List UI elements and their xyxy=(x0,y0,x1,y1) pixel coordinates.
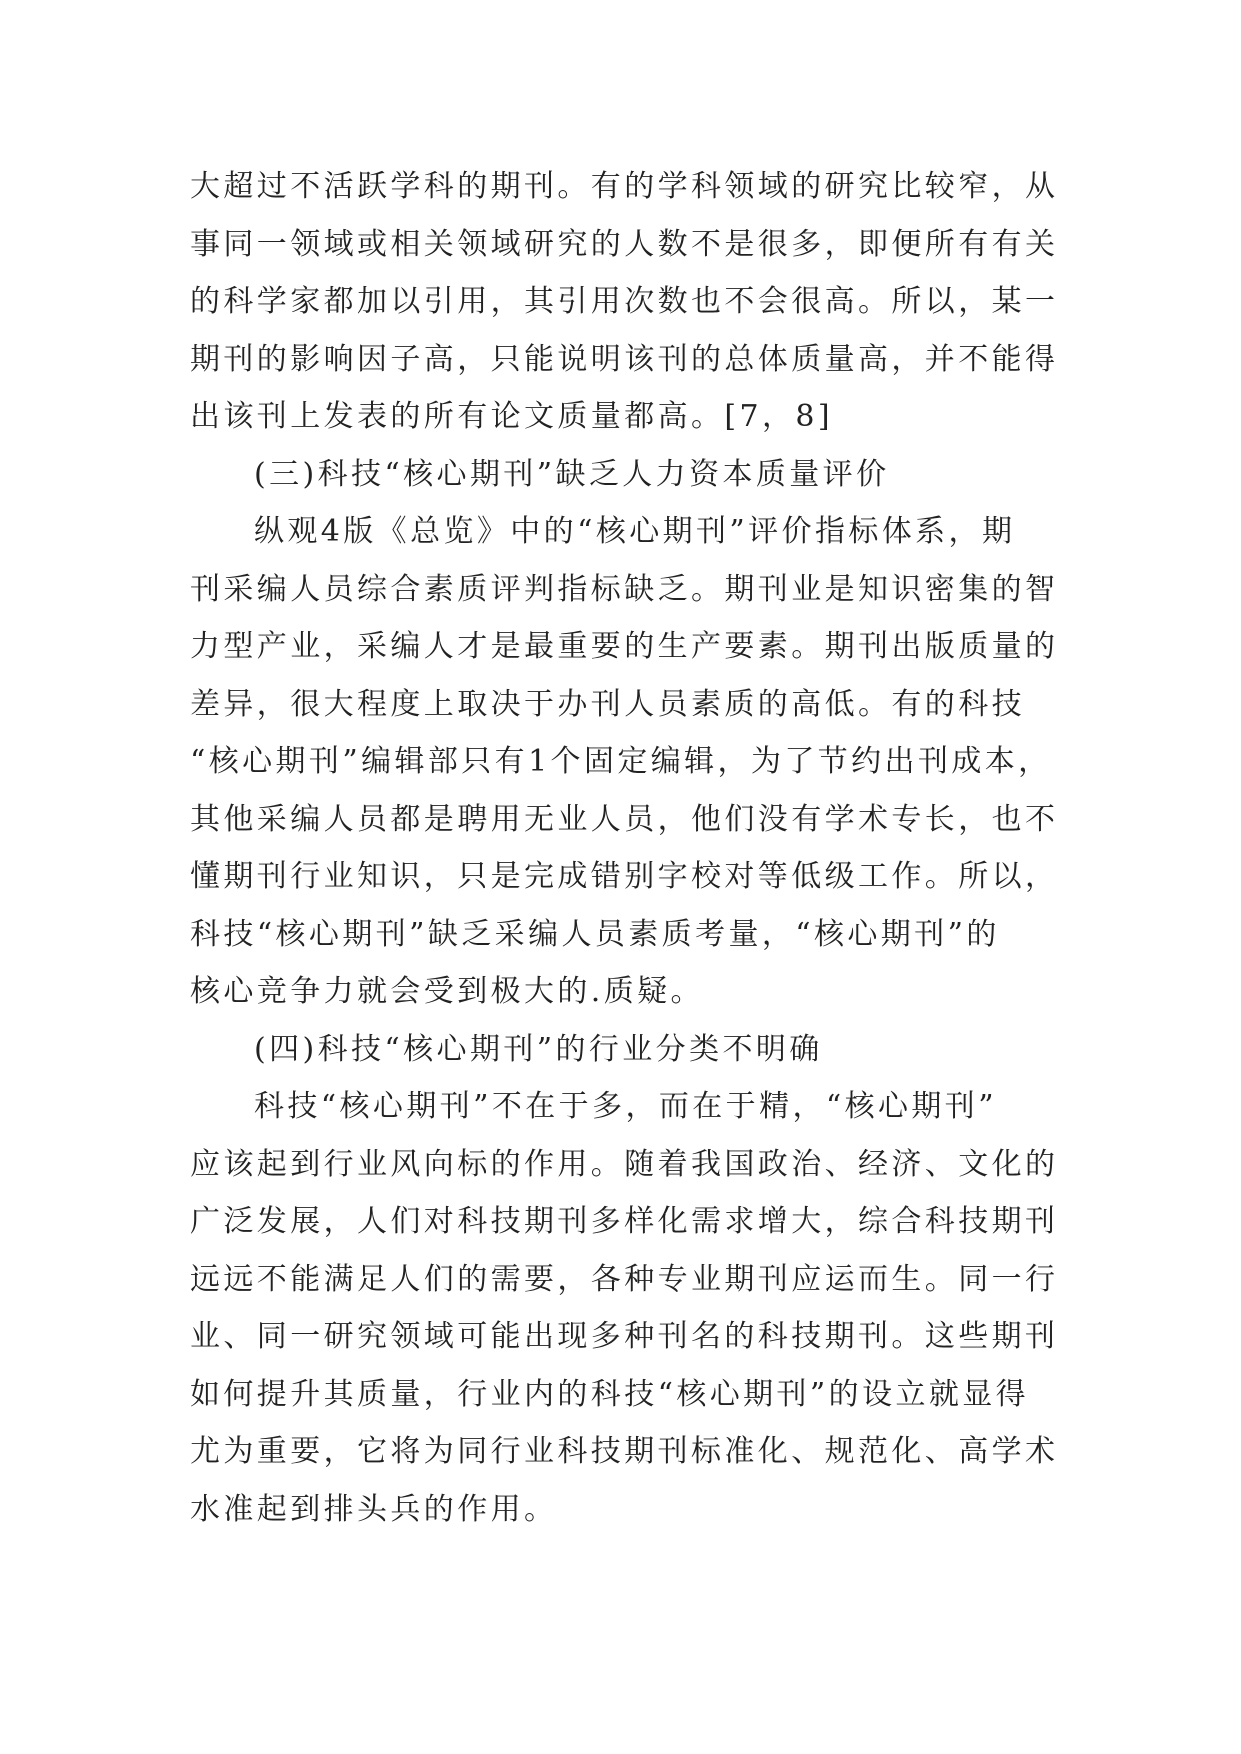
text-line: 纵观4版《总览》中的“核心期刊”评价指标体系，期 xyxy=(254,514,1016,549)
text-line: 懂期刊行业知识，只是完成错别字校对等低级工作。所以， xyxy=(190,859,1059,894)
text-line: (三)科技“核心期刊”缺乏人力资本质量评价 xyxy=(254,456,890,492)
text-line: 业、同一研究领域可能出现多种刊名的科技期刊。这些期刊 xyxy=(190,1319,1059,1354)
text-line: 力型产业，采编人才是最重要的生产要素。期刊出版质量的 xyxy=(190,629,1059,664)
text-line: 科技“核心期刊”不在于多，而在于精，“核心期刊” xyxy=(254,1089,997,1124)
text-line: 大超过不活跃学科的期刊。有的学科领域的研究比较窄，从 xyxy=(190,169,1059,204)
text-line: 远远不能满足人们的需要，各种专业期刊应运而生。同一行 xyxy=(190,1261,1059,1297)
text-line: 广泛发展，人们对科技期刊多样化需求增大，综合科技期刊 xyxy=(190,1204,1059,1239)
text-line: (四)科技“核心期刊”的行业分类不明确 xyxy=(254,1031,823,1067)
text-line: 事同一领域或相关领域研究的人数不是很多，即便所有有关 xyxy=(190,226,1059,262)
text-line: 的科学家都加以引用，其引用次数也不会很高。所以，某一 xyxy=(190,284,1059,319)
text-line: “核心期刊”编辑部只有1个固定编辑，为了节约出刊成本， xyxy=(190,744,1052,779)
text-line: 刊采编人员综合素质评判指标缺乏。期刊业是知识密集的智 xyxy=(190,571,1059,607)
text-line: 应该起到行业风向标的作用。随着我国政治、经济、文化的 xyxy=(190,1146,1059,1182)
text-line: 核心竞争力就会受到极大的.质疑。 xyxy=(190,974,704,1009)
text-line: 差异，很大程度上取决于办刊人员素质的高低。有的科技 xyxy=(190,686,1025,722)
body-text xyxy=(190,158,1059,1538)
text-line: 出该刊上发表的所有论文质量都高。[7，8] xyxy=(190,399,833,434)
text-line: 水准起到排头兵的作用。 xyxy=(190,1491,558,1527)
text-line: 尤为重要，它将为同行业科技期刊标准化、规范化、高学术 xyxy=(190,1434,1059,1469)
text-line: 如何提升其质量，行业内的科技“核心期刊”的设立就显得 xyxy=(190,1376,1030,1412)
text-line: 科技“核心期刊”缺乏采编人员素质考量，“核心期刊”的 xyxy=(190,916,1000,952)
text-line: 期刊的影响因子高，只能说明该刊的总体质量高，并不能得 xyxy=(190,341,1059,377)
text-line: 其他采编人员都是聘用无业人员，他们没有学术专长，也不 xyxy=(190,801,1059,837)
